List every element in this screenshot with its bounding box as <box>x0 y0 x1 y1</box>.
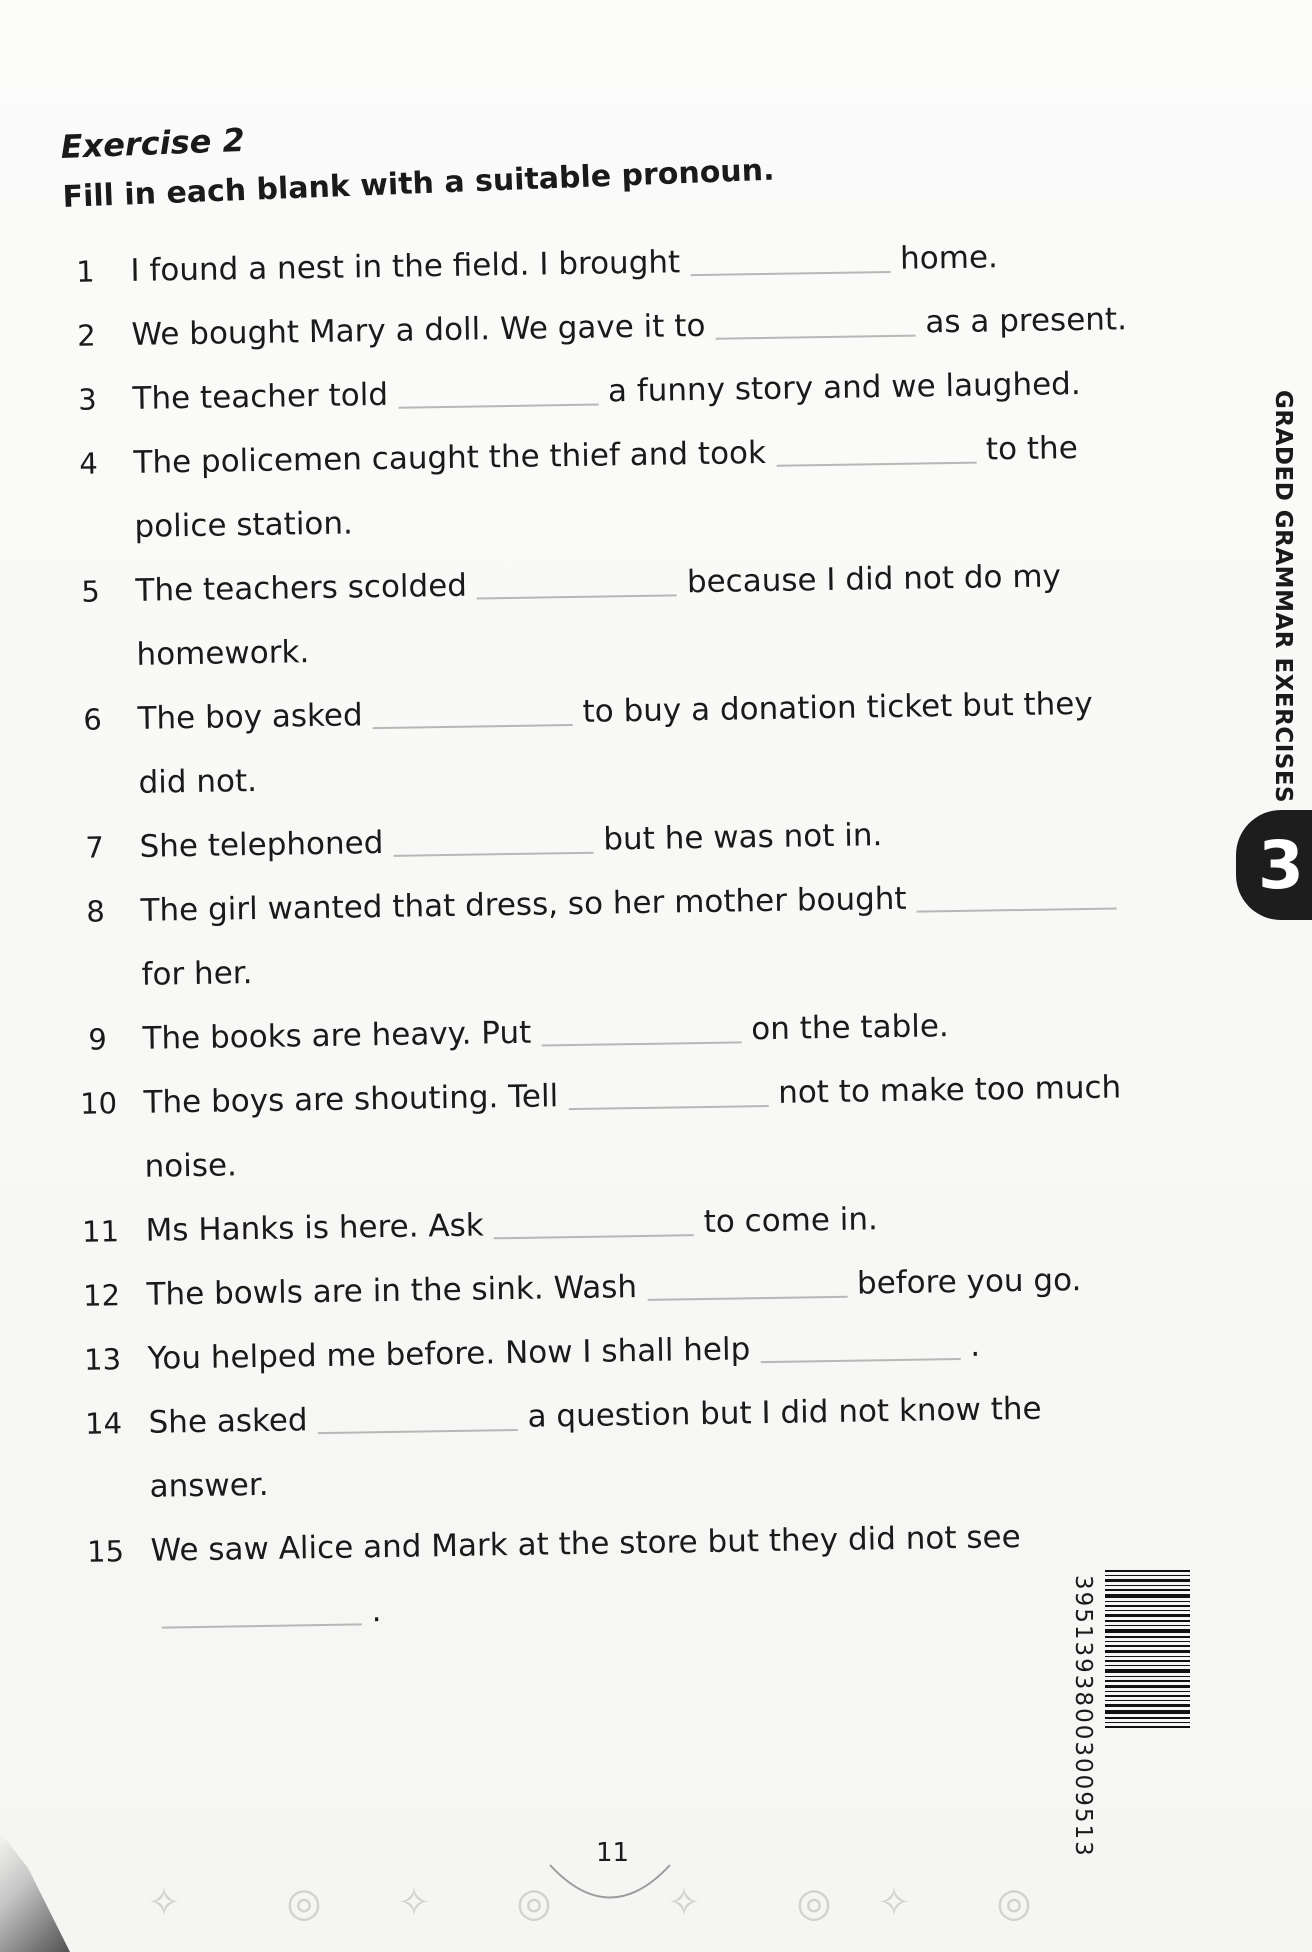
barcode-bar <box>1105 1629 1190 1633</box>
sentence-text-before: You helped me before. Now I shall help <box>147 1331 751 1377</box>
item-number: 2 <box>77 318 96 353</box>
answer-blank[interactable] <box>394 849 594 856</box>
exercise-item <box>73 1054 1205 1200</box>
barcode-bar <box>1105 1676 1190 1677</box>
answer-blank[interactable] <box>162 1621 362 1628</box>
star-decoration-icon: ✧ <box>877 1880 911 1926</box>
barcode-bar <box>1105 1669 1190 1673</box>
barcode-bar <box>1105 1685 1190 1688</box>
answer-blank[interactable] <box>494 1232 694 1239</box>
page-curve-decoration <box>545 1860 675 1910</box>
barcode-bar <box>1105 1656 1190 1657</box>
item-number: 13 <box>83 1342 122 1377</box>
barcode-bar <box>1105 1722 1190 1723</box>
item-number: 7 <box>85 830 105 865</box>
item-number: 6 <box>83 702 103 737</box>
sentence-text-before: The teacher told <box>132 376 389 417</box>
sentence-text-after: a question but I did not know the <box>527 1390 1042 1435</box>
exercise-item <box>67 670 1199 816</box>
item-number: 1 <box>75 254 95 289</box>
barcode-bar <box>1105 1636 1190 1638</box>
exercise-items <box>60 222 1212 1648</box>
swirl-decoration-icon: ◎ <box>996 1880 1032 1926</box>
star-decoration-icon: ✧ <box>147 1880 181 1926</box>
sentence-text-before: Ms Hanks is here. Ask <box>145 1207 484 1249</box>
sentence-text-before: The boys are shouting. Tell <box>143 1078 559 1121</box>
answer-blank[interactable] <box>716 332 916 339</box>
page-corner-shadow <box>0 1832 70 1952</box>
sentence-text-before: She asked <box>148 1402 308 1441</box>
sentence-text-before: We saw Alice and Mark at the store but they did not see <box>150 1519 1021 1569</box>
book-number: 3 <box>1258 826 1304 904</box>
sentence-text-before: The teachers scolded <box>135 567 468 609</box>
barcode-bar <box>1105 1605 1190 1607</box>
sentence-text-after: before you go. <box>856 1262 1082 1302</box>
star-decoration-icon: ✧ <box>397 1880 431 1926</box>
item-number: 11 <box>81 1214 120 1249</box>
sentence-text-after: as a present. <box>925 301 1128 341</box>
answer-blank[interactable] <box>776 459 976 466</box>
sentence-text-before: We bought Mary a doll. We gave it to <box>131 307 706 353</box>
barcode-bar <box>1105 1589 1190 1591</box>
barcode-bar <box>1105 1710 1190 1714</box>
sentence-text-before: I found a nest in the field. I brought <box>130 244 681 289</box>
item-number: 5 <box>81 574 101 609</box>
star-decoration-icon: ✧ <box>667 1880 701 1926</box>
barcode-bar <box>1105 1645 1190 1647</box>
sentence-continuation: answer. <box>149 1466 269 1505</box>
sentence-continuation: for her. <box>141 955 253 993</box>
item-number: 10 <box>79 1086 118 1121</box>
page-number: 11 <box>596 1838 630 1868</box>
book-series-title: GRADED GRAMMAR EXERCISES <box>1270 390 1296 804</box>
swirl-decoration-icon: ◎ <box>286 1880 322 1926</box>
barcode-bar <box>1105 1704 1190 1707</box>
barcode-bar <box>1105 1641 1190 1642</box>
exercise-item <box>80 1502 1212 1648</box>
barcode-bar <box>1105 1650 1190 1653</box>
exercise-instruction: Fill in each blank with a suitable pronoun. <box>61 152 776 215</box>
barcode-bar <box>1105 1594 1190 1598</box>
barcode-bars <box>1105 1570 1190 1870</box>
item-number: 14 <box>84 1406 123 1441</box>
exercise-item <box>70 862 1202 1008</box>
sentence-continuation: did not. <box>138 762 258 801</box>
barcode-bar <box>1105 1700 1190 1701</box>
barcode-bar <box>1105 1601 1190 1602</box>
item-number: 8 <box>86 894 106 929</box>
swirl-decoration-icon: ◎ <box>796 1880 832 1926</box>
item-number: 12 <box>82 1278 121 1313</box>
sentence-text-before: The girl wanted that dress, so her mother bought <box>140 880 907 929</box>
swirl-decoration-icon: ◎ <box>516 1880 552 1926</box>
exercise-title: Exercise 2 <box>60 120 246 166</box>
exercise-item <box>65 542 1197 688</box>
sentence-text-before: The policemen caught the thief and took <box>133 434 767 481</box>
sentence-text-after: on the table. <box>750 1008 950 1048</box>
answer-blank[interactable] <box>373 722 573 729</box>
barcode-bar <box>1105 1610 1190 1611</box>
sentence-continuation: homework. <box>136 634 310 673</box>
barcode-digits: 39513938003009513 <box>1070 1575 1096 1858</box>
answer-blank[interactable] <box>760 1355 960 1362</box>
book-number-tab <box>1236 810 1312 920</box>
sentence-text-before: She telephoned <box>139 824 384 865</box>
sentence-text-after: a funny story and we laughed. <box>607 365 1081 410</box>
barcode-bar <box>1105 1570 1190 1572</box>
barcode-bar <box>1105 1717 1190 1719</box>
sentence-text-after <box>1126 877 1127 913</box>
sentence-text-after: not to make too much <box>777 1069 1122 1111</box>
barcode-bar <box>1105 1614 1190 1617</box>
barcode-bar <box>1105 1726 1190 1728</box>
exercise-item <box>78 1374 1210 1520</box>
answer-blank[interactable] <box>318 1426 518 1433</box>
barcode-bar <box>1105 1680 1190 1682</box>
barcode-bar <box>1105 1585 1190 1586</box>
item-number: 15 <box>86 1534 125 1569</box>
sentence-text-after: to buy a donation ticket but they <box>582 685 1093 730</box>
sentence-text-after: because I did not do my <box>686 558 1062 601</box>
sentence-text-before: The boy asked <box>137 697 363 737</box>
answer-blank[interactable] <box>690 268 890 275</box>
answer-blank[interactable] <box>568 1102 768 1109</box>
answer-blank[interactable] <box>647 1293 847 1300</box>
barcode-bar <box>1105 1691 1190 1692</box>
barcode-bar <box>1105 1660 1190 1662</box>
sentence-text-before: The bowls are in the sink. Wash <box>146 1269 638 1313</box>
sentence-text-after: to come in. <box>703 1201 879 1241</box>
sentence-text-after: . <box>969 1327 981 1364</box>
sentence-text-before: The books are heavy. Put <box>142 1014 532 1057</box>
exercise-item <box>63 414 1195 560</box>
item-number: 9 <box>88 1022 108 1057</box>
sentence-text-after: home. <box>899 239 999 277</box>
answer-blank[interactable] <box>477 592 677 599</box>
sentence-continuation: noise. <box>144 1147 238 1185</box>
sentence-text-after: to the <box>985 430 1079 468</box>
answer-blank[interactable] <box>398 401 598 408</box>
barcode-bar <box>1105 1620 1190 1622</box>
sentence-continuation: . <box>371 1593 382 1630</box>
barcode-bar <box>1105 1575 1190 1576</box>
barcode-bar <box>1105 1695 1190 1697</box>
barcode-bar <box>1105 1665 1190 1666</box>
sentence-text-after: but he was not in. <box>603 817 883 858</box>
answer-blank[interactable] <box>917 905 1117 912</box>
barcode-bar <box>1105 1625 1190 1626</box>
sentence-continuation: police station. <box>134 505 354 545</box>
item-number: 3 <box>78 382 97 417</box>
item-number: 4 <box>79 446 98 481</box>
answer-blank[interactable] <box>541 1039 741 1046</box>
barcode-bar <box>1105 1579 1190 1582</box>
exercise-heading <box>60 101 775 215</box>
